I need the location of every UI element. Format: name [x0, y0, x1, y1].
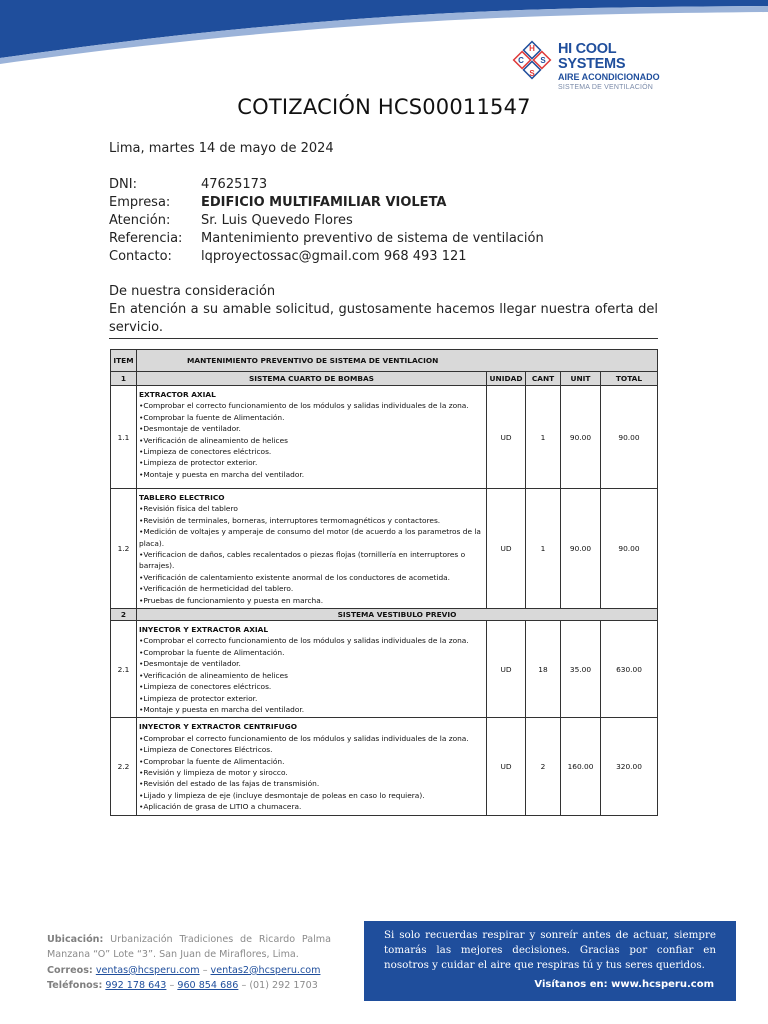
footer-phones [47, 978, 331, 993]
item-cant: 2 [526, 718, 561, 815]
item-unit-price: 35.00 [561, 621, 601, 718]
ubicacion-line1: Urbanización Tradiciones de Ricardo Palma [110, 934, 331, 945]
item-task-line: •Limpieza de protector exterior. [139, 693, 258, 703]
info-row-atencion [109, 212, 544, 230]
item-total: 90.00 [601, 386, 658, 489]
item-unidad: UD [487, 718, 526, 815]
item-task-line: •Comprobar la fuente de Alimentación. [139, 412, 285, 422]
item-task-line: •Verificación de alineamiento de helices [139, 435, 289, 445]
item-total: 630.00 [601, 621, 658, 718]
item-number: 2.1 [111, 621, 137, 718]
atencion-value: Sr. Luis Quevedo Flores [201, 213, 353, 228]
logo-letter-s-right: S [540, 56, 546, 65]
section-number: 2 [111, 609, 137, 621]
table-row [111, 386, 658, 489]
item-task-line: •Aplicación de grasa de LITIO a chumacera. [139, 802, 302, 812]
intro-divider [109, 338, 658, 339]
item-title: EXTRACTOR AXIAL [139, 390, 216, 399]
quotation-table [110, 349, 658, 816]
dni-label: DNI: [109, 177, 137, 192]
item-unit-price: 90.00 [561, 489, 601, 609]
phone-3: (01) 292 1703 [249, 980, 318, 992]
table-column-header-row [111, 372, 658, 386]
footer-address-line1 [47, 932, 331, 947]
item-cant: 1 [526, 489, 561, 609]
contacto-value: lqproyectossac@gmail.com 968 493 121 [201, 249, 467, 264]
section-row [111, 609, 658, 621]
intro-body: En atención a su amable solicitud, gustosamente hacemos llegar nuestra oferta del servicio. [109, 302, 658, 335]
company-logo [512, 40, 662, 91]
col-unit-header: UNIT [561, 372, 601, 386]
greeting: De nuestra consideración [109, 284, 276, 299]
item-task-line: •Verificación de hermeticidad del tablero. [139, 584, 294, 594]
footer-emails [47, 963, 331, 978]
item-task-line: •Limpieza de conectores eléctricos. [139, 447, 272, 457]
info-row-empresa [109, 194, 544, 212]
info-row-contacto [109, 248, 544, 266]
item-task-line: •Verificación de calentamiento existente anormal de los conductores de acometida. [139, 572, 451, 582]
dni-value: 47625173 [201, 177, 268, 192]
atencion-label: Atención: [109, 213, 171, 228]
referencia-value: Mantenimiento preventivo de sistema de ventilación [201, 231, 544, 246]
item-task-line: •Desmontaje de ventilador. [139, 424, 241, 434]
footer-quote-box [364, 921, 736, 1001]
item-description [137, 621, 487, 718]
item-unidad: UD [487, 621, 526, 718]
item-task-line: •Revisión de terminales, borneras, interruptores termomagnéticos y contactores. [139, 515, 441, 525]
date-line: Lima, martes 14 de mayo de 2024 [109, 141, 334, 156]
table-row [111, 489, 658, 609]
email-separator: – [202, 964, 208, 976]
item-description [137, 489, 487, 609]
referencia-label: Referencia: [109, 231, 183, 246]
item-task-line: •Comprobar el correcto funcionamiento de los módulos y salidas individuales de la zona. [139, 401, 469, 411]
item-cant: 1 [526, 386, 561, 489]
item-total: 90.00 [601, 489, 658, 609]
phone-link-2[interactable]: 960 854 686 [177, 980, 239, 992]
item-task-line: •Pruebas de funcionamiento y puesta en marcha. [139, 595, 324, 605]
item-task-line: •Revisión física del tablero [139, 504, 238, 514]
info-row-dni [109, 176, 544, 194]
item-number: 1.1 [111, 386, 137, 489]
brand-line1: AIRE ACONDICIONADO [558, 72, 660, 82]
logo-letter-s-bottom: S [529, 69, 535, 78]
item-total: 320.00 [601, 718, 658, 815]
item-task-line: •Montaje y puesta en marcha del ventilador. [139, 469, 305, 479]
col-item-header: ITEM [111, 350, 137, 372]
phone-separator-1: – [169, 980, 175, 992]
website-link[interactable]: Visítanos en: www.hcsperu.com [534, 979, 714, 990]
col-total-header: TOTAL [601, 372, 658, 386]
table-row [111, 621, 658, 718]
ubicacion-line2: Manzana “O” Lote “3”. San Juan de Miraflores, Lima. [47, 949, 299, 961]
item-title: TABLERO ELECTRICO [139, 493, 225, 502]
item-task-line: •Desmontaje de ventilador. [139, 659, 241, 669]
item-unit-price: 90.00 [561, 386, 601, 489]
item-task-line: •Verificacion de daños, cables recalentados o piezas flojas (tornillería en interruptores o barrajes). [139, 550, 466, 571]
item-cant: 18 [526, 621, 561, 718]
section-name-header: SISTEMA CUARTO DE BOMBAS [137, 372, 487, 386]
telefonos-label: Teléfonos: [47, 980, 103, 992]
item-task-line: •Limpieza de Conectores Eléctricos. [139, 745, 273, 755]
client-info [109, 176, 544, 266]
item-task-line: •Revisión del estado de las fajas de transmisión. [139, 779, 320, 789]
item-task-line: •Montaje y puesta en marcha del ventilador. [139, 704, 305, 714]
ubicacion-label: Ubicación: [47, 934, 104, 945]
footer-contact [47, 932, 331, 994]
logo-letter-c: C [518, 56, 524, 65]
logo-letter-h: H [529, 44, 535, 53]
email-link-1[interactable]: ventas@hcsperu.com [95, 964, 200, 976]
item-task-line: •Limpieza de protector exterior. [139, 458, 258, 468]
brand-line2: SISTEMA DE VENTILACIÓN [558, 84, 654, 91]
brand-name: HI COOL SYSTEMS [558, 41, 626, 72]
item-title: INYECTOR Y EXTRACTOR AXIAL [139, 625, 269, 635]
empresa-label: Empresa: [109, 195, 171, 210]
item-unit-price: 160.00 [561, 718, 601, 815]
item-task-line: •Lijado y limpieza de eje (incluye desmontaje de poleas en caso lo requiera). [139, 790, 425, 800]
logo-text [558, 42, 662, 92]
footer-quote: Si solo recuerdas respirar y sonreír antes de actuar, siempre tomarás las mejores decisiones. Gracias por confiar en nosotros y cuidar el aire que respiras tú y tus seres queridos. [384, 929, 716, 972]
item-description [137, 718, 487, 815]
item-task-line: •Comprobar la fuente de Alimentación. [139, 647, 285, 657]
table-row [111, 718, 658, 815]
col-unidad-header: UNIDAD [487, 372, 526, 386]
item-unidad: UD [487, 386, 526, 489]
phone-separator-2: – [241, 980, 247, 992]
section-name: SISTEMA VESTIBULO PREVIO [137, 609, 658, 621]
table-header-row [111, 350, 658, 372]
info-row-referencia [109, 230, 544, 248]
table-title: MANTENIMIENTO PREVENTIVO DE SISTEMA DE VENTILACION [137, 350, 658, 372]
item-number: 1.2 [111, 489, 137, 609]
document-title: COTIZACIÓN HCS00011547 [237, 95, 531, 119]
item-task-line: •Comprobar el correcto funcionamiento de los módulos y salidas individuales de la zona. [139, 636, 469, 646]
item-title: INYECTOR Y EXTRACTOR CENTRIFUGO [139, 722, 298, 732]
col-cant-header: CANT [526, 372, 561, 386]
item-number: 2.2 [111, 718, 137, 815]
item-task-line: •Medición de voltajes y amperaje de consumo del motor (de acuerdo a los parametros de la placa). [139, 527, 481, 548]
email-link-2[interactable]: ventas2@hcsperu.com [210, 964, 321, 976]
item-unidad: UD [487, 489, 526, 609]
phone-link-1[interactable]: 992 178 643 [105, 980, 167, 992]
section-number-header: 1 [111, 372, 137, 386]
contacto-label: Contacto: [109, 249, 172, 264]
item-task-line: •Comprobar la fuente de Alimentación. [139, 756, 285, 766]
item-task-line: •Revisión y limpieza de motor y sirocco. [139, 767, 288, 777]
correos-label: Correos: [47, 964, 93, 976]
empresa-value: EDIFICIO MULTIFAMILIAR VIOLETA [201, 195, 447, 210]
item-task-line: •Limpieza de conectores eléctricos. [139, 682, 272, 692]
intro-text [109, 283, 658, 337]
item-task-line: •Comprobar el correcto funcionamiento de los módulos y salidas individuales de la zona. [139, 733, 469, 743]
logo-diamond-icon [512, 40, 552, 80]
item-description [137, 386, 487, 489]
item-task-line: •Verificación de alineamiento de helices [139, 670, 289, 680]
